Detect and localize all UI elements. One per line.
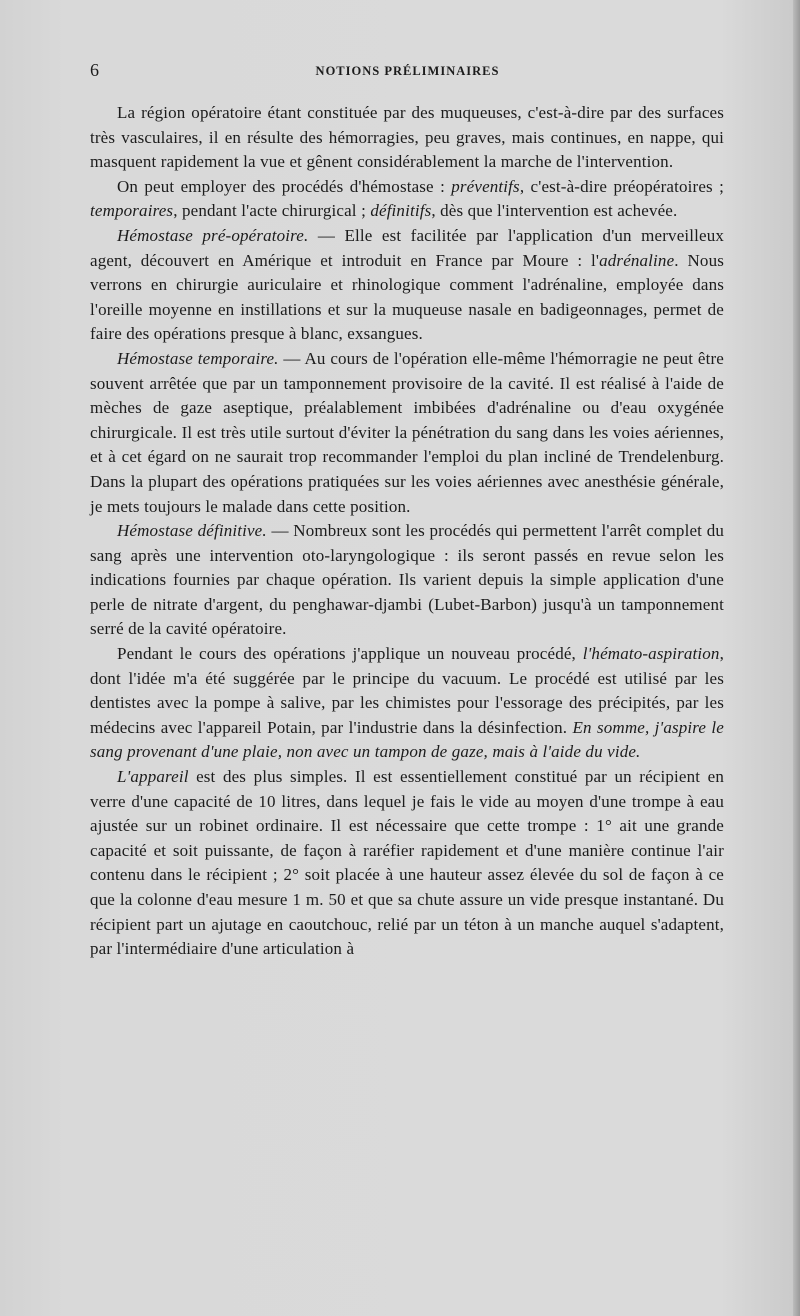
text-span: — Nombreux sont les procédés qui permettent l'arrêt complet du sang après une intervention oto-laryngologique : ils seront passés en revue selon les indications fournies par chaque opération. Ils varient depuis la simple application d'une perle de nitrate d'argent, du penghawar-djambi (Lubet-Barbon) jusqu'à un tamponnement serré de la cavité opératoire. <box>90 521 724 639</box>
text-span: Pendant le cours des opérations j'applique un nouveau procédé, <box>117 644 583 664</box>
italic-term: L'appareil <box>117 767 189 787</box>
section-heading-italic: Hémostase définitive. <box>117 521 267 541</box>
italic-term: l'hémato-aspiration <box>582 644 720 664</box>
running-title: NOTIONS PRÉLIMINAIRES <box>315 64 500 78</box>
paragraph-5 <box>90 519 724 642</box>
page-edge-shadow <box>793 0 800 1316</box>
paragraph-4 <box>90 347 724 519</box>
paragraph-1: La région opératoire étant constituée par des muqueuses, c'est-à-dire par des surfaces très vasculaires, il en résulte des hémorragies, peu graves, mais continues, en nappe, qui masquent rapidement la vue et gênent considérablement la marche de l'intervention. <box>90 103 724 172</box>
page-number: 6 <box>90 60 99 80</box>
italic-term: définitifs <box>370 201 432 221</box>
text-span: — Au cours de l'opération elle-même l'hémorragie ne peut être souvent arrêtée que par un tamponnement provisoire de la cavité. Il est réalisé à l'aide de mèches de gaze aseptique, préalablement imbibées d'adrénaline ou d'eau oxygénée chirurgicale. Il est très utile surtout d'éviter la pénétration du sang dans les voies aériennes, et à cet égard on ne saurait trop recommander l'emploi du plan incliné de Trendelenburg. Dans la plupart des opérations pratiquées sur les voies aériennes avec anesthésie générale, je mets toujours le malade dans cette position. <box>90 348 724 516</box>
paragraph-3 <box>90 224 724 347</box>
text-span: . Nous verrons en chirurgie auriculaire et rhinologique comment l'adrénaline, employée dans l'oreille moyenne en instillations et sur la muqueuse nasale en badigeonnages, permet de faire des opérations presque à blanc, exsangues. <box>90 250 724 344</box>
paragraph-2 <box>90 175 724 224</box>
italic-sentence: En somme, j'aspire le sang provenant d'une plaie, non avec un tampon de gaze, mais à l'aide du vide. <box>90 717 724 762</box>
paragraph-7 <box>90 765 724 962</box>
text-span: , pendant l'acte chirurgical ; <box>173 201 371 221</box>
body-text <box>90 101 724 962</box>
section-heading-italic: Hémostase pré-opératoire. <box>117 225 309 245</box>
text-span: , dont l'idée m'a été suggérée par le principe du vacuum. Le procédé est utilisé par les dentistes avec la pompe à salive, par les chimistes pour l'essorage des précipités, par les médecins avec l'appareil Potain, par l'industrie dans la désinfection. <box>90 644 724 737</box>
italic-term: temporaires <box>90 201 174 221</box>
text-span: On peut employer des procédés d'hémostase : <box>117 176 452 196</box>
text-span: , dès que l'intervention est achevée. <box>431 201 678 221</box>
section-heading-italic: Hémostase temporaire. <box>117 348 279 368</box>
running-head <box>90 60 725 84</box>
paragraph-6 <box>90 642 724 765</box>
text-span: , c'est-à-dire préopératoires ; <box>519 176 724 196</box>
text-span: — Elle est facilitée par l'application d'un merveilleux agent, découvert en Amérique et introduit en France par Moure : l' <box>90 225 725 270</box>
italic-term: adrénaline <box>599 250 675 270</box>
italic-term: préventifs <box>451 176 520 196</box>
text-span: est des plus simples. Il est essentiellement constitué par un récipient en verre d'une capacité de 10 litres, dans lequel je fais le vide au moyen d'une trompe à eau ajustée sur un robinet ordinaire. Il est nécessaire que cette trompe : 1° ait une grande capacité et soit puissante, de façon à raréfier rapidement et d'une manière continue l'air contenu dans le récipient ; 2° soit placée à une hauteur assez élevée du sol de façon à ce que la colonne d'eau mesure 1 m. 50 et que sa chute assure un vide presque instantané. Du récipient part un ajutage en caoutchouc, relié par un téton à un manche auquel s'adaptent, par l'intermédiaire d'une articulation à <box>90 767 724 959</box>
